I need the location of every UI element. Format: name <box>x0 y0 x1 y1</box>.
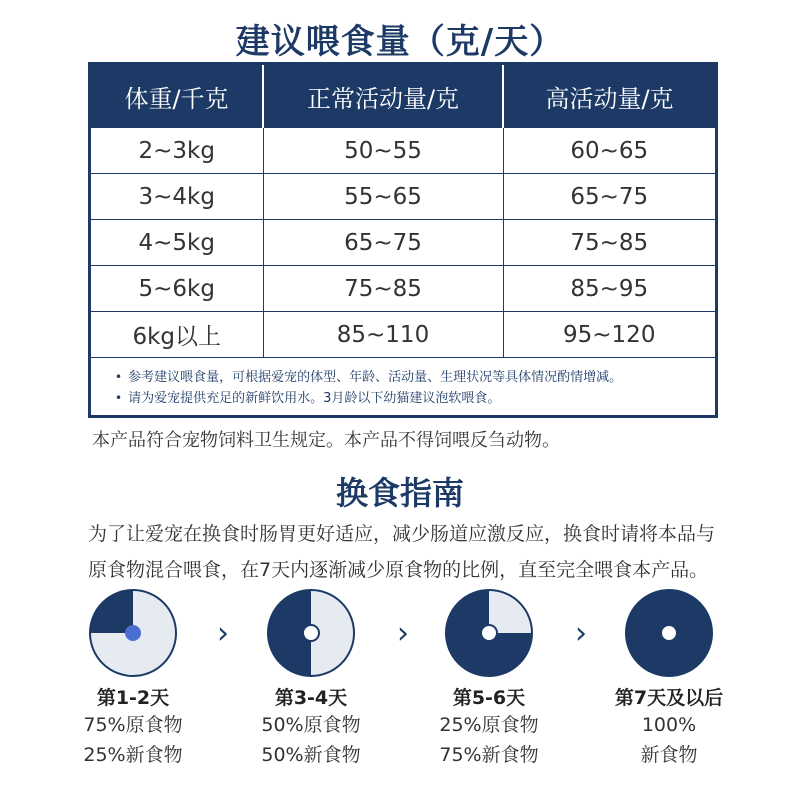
stage-name: 第7天及以后 <box>614 687 724 709</box>
table-header-row <box>91 65 715 128</box>
cell-normal: 75~85 <box>263 266 503 312</box>
cell-normal: 55~65 <box>263 174 503 220</box>
note-line <box>115 388 715 409</box>
guide-title: 换食指南 <box>335 474 464 512</box>
table-row <box>91 266 715 312</box>
bullet-icon: • <box>115 391 123 405</box>
page-title: 建议喂食量（克/天） <box>235 22 565 62</box>
stage-old-food: 75%原食物 <box>83 714 183 736</box>
cell-normal: 50~55 <box>263 128 503 174</box>
table-row <box>91 220 715 266</box>
intro-line: 原食物混合喂食，在7天内逐渐减少原食物的比例，直至完全喂食本产品。 <box>88 559 709 581</box>
cell-weight: 6kg以上 <box>91 312 263 358</box>
chevron-right-icon: › <box>217 616 229 651</box>
note-text: 参考建议喂食量，可根据爱宠的体型、年龄、活动量、生理状况等具体情况酌情增减。 <box>128 370 623 385</box>
cell-weight: 5~6kg <box>91 266 263 312</box>
cell-high: 85~95 <box>503 266 715 312</box>
cell-normal: 65~75 <box>263 220 503 266</box>
stage-name: 第5-6天 <box>452 687 526 709</box>
stage-name: 第1-2天 <box>96 687 170 709</box>
cell-weight: 3~4kg <box>91 174 263 220</box>
progress-pie-icon <box>266 588 356 678</box>
stage-old-food: 25%原食物 <box>439 714 539 736</box>
progress-pie-icon <box>88 588 178 678</box>
intro-line: 为了让爱宠在换食时肠胃更好适应，减少肠道应激反应，换食时请将本品与 <box>88 523 716 545</box>
pie-center-dot <box>481 625 497 641</box>
pie-center-dot <box>303 625 319 641</box>
feeding-table <box>88 62 718 418</box>
stage-3 <box>414 588 564 770</box>
table-notes <box>91 357 715 409</box>
bullet-icon: • <box>115 370 123 384</box>
cell-high: 95~120 <box>503 312 715 358</box>
pie-new-food-slice <box>90 590 133 633</box>
stage-new-food: 50%新食物 <box>261 744 361 766</box>
compliance-statement: 本产品符合宠物饲料卫生规定。本产品不得饲喂反刍动物。 <box>92 430 560 451</box>
cell-weight: 2~3kg <box>91 128 263 174</box>
cell-high: 75~85 <box>503 220 715 266</box>
stage-4 <box>594 588 744 770</box>
table-row <box>91 174 715 220</box>
chevron-right-icon: › <box>397 616 409 651</box>
header-high-activity: 高活动量/克 <box>503 65 715 128</box>
stage-new-food: 新食物 <box>640 744 698 766</box>
stage-old-food: 100% <box>641 714 697 736</box>
pie-center-dot <box>125 625 141 641</box>
header-normal-activity: 正常活动量/克 <box>263 65 503 128</box>
cell-high: 60~65 <box>503 128 715 174</box>
note-line <box>115 367 715 388</box>
stage-new-food: 25%新食物 <box>83 744 183 766</box>
table-row <box>91 312 715 358</box>
guide-intro <box>88 516 728 588</box>
stage-1 <box>58 588 208 770</box>
stage-name: 第3-4天 <box>274 687 348 709</box>
cell-normal: 85~110 <box>263 312 503 358</box>
stage-2 <box>236 588 386 770</box>
chevron-right-icon: › <box>575 616 587 651</box>
stage-new-food: 75%新食物 <box>439 744 539 766</box>
stage-old-food: 50%原食物 <box>261 714 361 736</box>
progress-pie-icon <box>624 588 714 678</box>
cell-weight: 4~5kg <box>91 220 263 266</box>
pie-center-dot <box>661 625 677 641</box>
header-weight: 体重/千克 <box>91 65 263 128</box>
cell-high: 65~75 <box>503 174 715 220</box>
progress-pie-icon <box>444 588 534 678</box>
note-text: 请为爱宠提供充足的新鲜饮用水。3月龄以下幼猫建议泡软喂食。 <box>128 391 501 406</box>
table-row <box>91 128 715 174</box>
